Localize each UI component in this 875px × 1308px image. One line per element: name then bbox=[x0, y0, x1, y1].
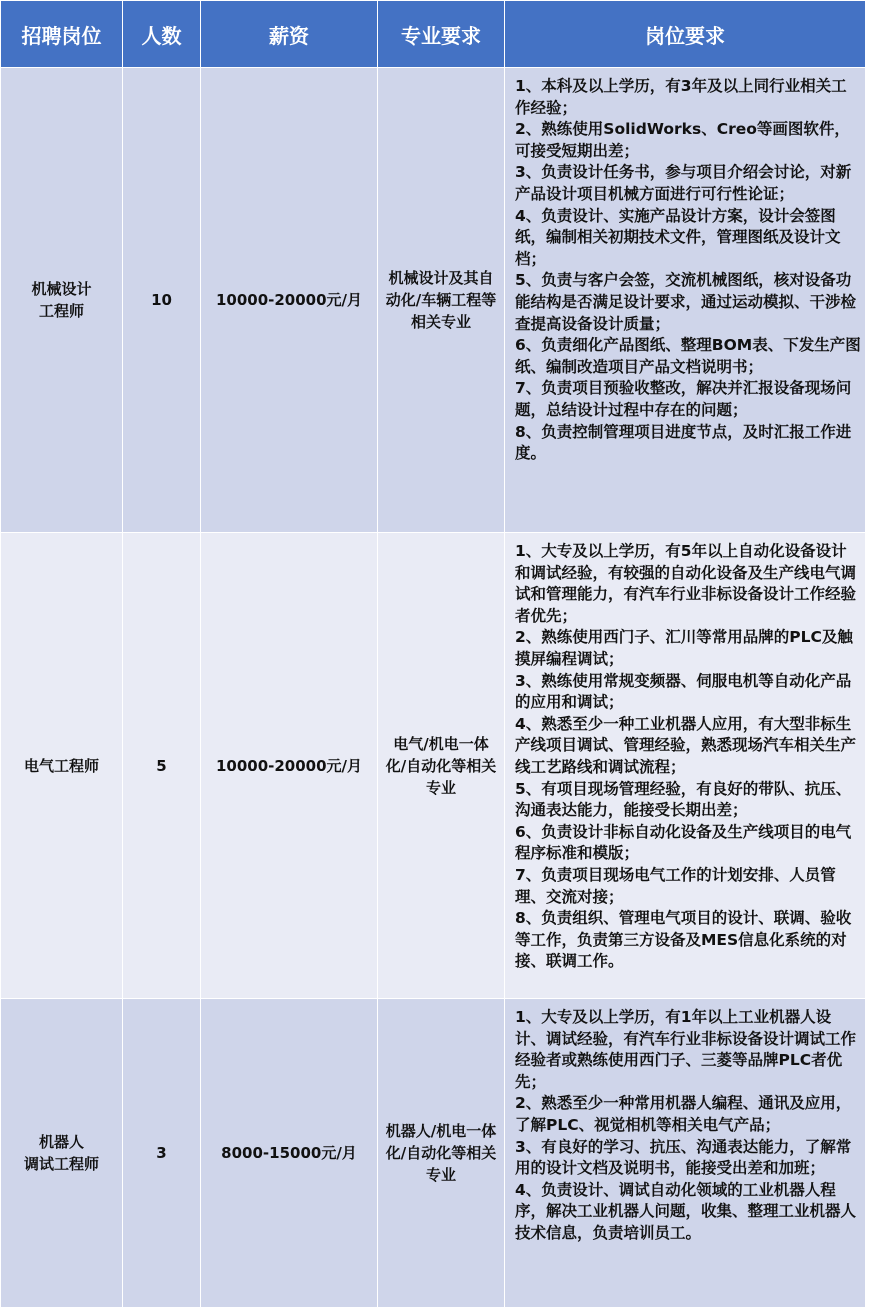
header-salary: 薪资 bbox=[201, 1, 378, 68]
requirement-item: 6、负责细化产品图纸、整理BOM表、下发生产图纸、编制改造项目产品文档说明书； bbox=[515, 336, 861, 376]
job-title: 电气工程师 bbox=[23, 756, 99, 775]
requirement-item: 1、本科及以上学历，有3年及以上同行业相关工作经验； bbox=[515, 77, 847, 117]
job-requirements-cell bbox=[505, 68, 866, 533]
requirement-item: 7、负责项目预验收整改，解决并汇报设备现场问题，总结设计过程中存在的问题； bbox=[515, 379, 852, 419]
requirement-item: 2、熟练使用西门子、汇川等常用品牌的PLC及触摸屏编程调试； bbox=[515, 628, 853, 668]
requirement-item: 1、大专及以上学历，有5年以上自动化设备设计和调试经验，有较强的自动化设备及生产线电气调试和管理能力，有汽车行业非标设备设计工作经验者优先； bbox=[515, 542, 857, 625]
requirement-item: 2、熟悉至少一种常用机器人编程、通讯及应用，了解PLC、视觉相机等相关电气产品； bbox=[515, 1094, 852, 1134]
job-salary: 8000-15000元/月 bbox=[201, 999, 378, 1308]
job-count: 5 bbox=[123, 533, 201, 999]
header-row bbox=[1, 1, 866, 68]
requirement-item: 4、负责设计、调试自动化领域的工业机器人程序，解决工业机器人问题，收集、整理工业机器人技术信息，负责培训员工。 bbox=[515, 1180, 857, 1242]
requirements-list bbox=[515, 1007, 861, 1245]
requirement-item: 3、有良好的学习、抗压、沟通表达能力，了解常用的设计文档及说明书，能接受出差和加班； bbox=[515, 1137, 852, 1178]
requirement-item: 3、负责设计任务书，参与项目介绍会讨论，对新产品设计项目机械方面进行可行性论证； bbox=[515, 163, 852, 203]
job-row-electrical bbox=[1, 533, 866, 999]
job-row-robot bbox=[1, 999, 866, 1308]
requirement-item: 8、负责组织、管理电气项目的设计、联调、验收等工作，负责第三方设备及MES信息化系统的对接、联调工作。 bbox=[515, 909, 852, 971]
requirement-item: 2、熟练使用SolidWorks、Creo等画图软件，可接受短期出差； bbox=[515, 120, 850, 160]
requirement-item: 5、有项目现场管理经验，有良好的带队、抗压、沟通表达能力，能接受长期出差； bbox=[515, 779, 852, 820]
job-row-mechanical bbox=[1, 68, 866, 533]
job-salary: 10000-20000元/月 bbox=[201, 533, 378, 999]
requirements-list bbox=[515, 541, 861, 973]
requirement-item: 5、负责与客户会签，交流机械图纸，核对设备功能结构是否满足设计要求，通过运动模拟、干涉检查提高设备设计质量； bbox=[515, 271, 857, 333]
header-major: 专业要求 bbox=[378, 1, 505, 68]
job-title-cell bbox=[1, 533, 123, 999]
job-title-cell bbox=[1, 999, 123, 1308]
requirement-item: 1、大专及以上学历，有1年以上工业机器人设计、调试经验，有汽车行业非标设备设计调试工作经验者或熟练使用西门子、三菱等品牌PLC者优先； bbox=[515, 1008, 857, 1091]
job-salary: 10000-20000元/月 bbox=[201, 68, 378, 533]
job-major: 机器人/机电一体化/自动化等相关专业 bbox=[378, 999, 505, 1308]
job-major: 机械设计及其自动化/车辆工程等相关专业 bbox=[378, 68, 505, 533]
requirement-item: 4、熟悉至少一种工业机器人应用，有大型非标生产线项目调试、管理经验，熟悉现场汽车相关生产线工艺路线和调试流程； bbox=[515, 714, 857, 776]
header-position: 招聘岗位 bbox=[1, 1, 123, 68]
job-title: 机器人 调试工程师 bbox=[23, 1133, 99, 1173]
requirement-item: 7、负责项目现场电气工作的计划安排、人员管理、交流对接； bbox=[515, 865, 836, 906]
job-count: 10 bbox=[123, 68, 201, 533]
job-title: 机械设计 工程师 bbox=[31, 280, 92, 320]
requirements-list bbox=[515, 76, 861, 465]
requirement-item: 6、负责设计非标自动化设备及生产线项目的电气程序标准和模版； bbox=[515, 822, 852, 863]
header-count: 人数 bbox=[123, 1, 201, 68]
job-title-cell bbox=[1, 68, 123, 533]
requirement-item: 3、熟练使用常规变频器、伺服电机等自动化产品的应用和调试； bbox=[515, 671, 852, 712]
job-major: 电气/机电一体化/自动化等相关专业 bbox=[378, 533, 505, 999]
requirement-item: 8、负责控制管理项目进度节点，及时汇报工作进度。 bbox=[515, 422, 852, 463]
requirement-item: 4、负责设计、实施产品设计方案，设计会签图纸，编制相关初期技术文件，管理图纸及设计文档； bbox=[515, 206, 841, 268]
header-requirements: 岗位要求 bbox=[505, 1, 866, 68]
job-requirements-cell bbox=[505, 999, 866, 1308]
job-requirements-cell bbox=[505, 533, 866, 999]
job-count: 3 bbox=[123, 999, 201, 1308]
